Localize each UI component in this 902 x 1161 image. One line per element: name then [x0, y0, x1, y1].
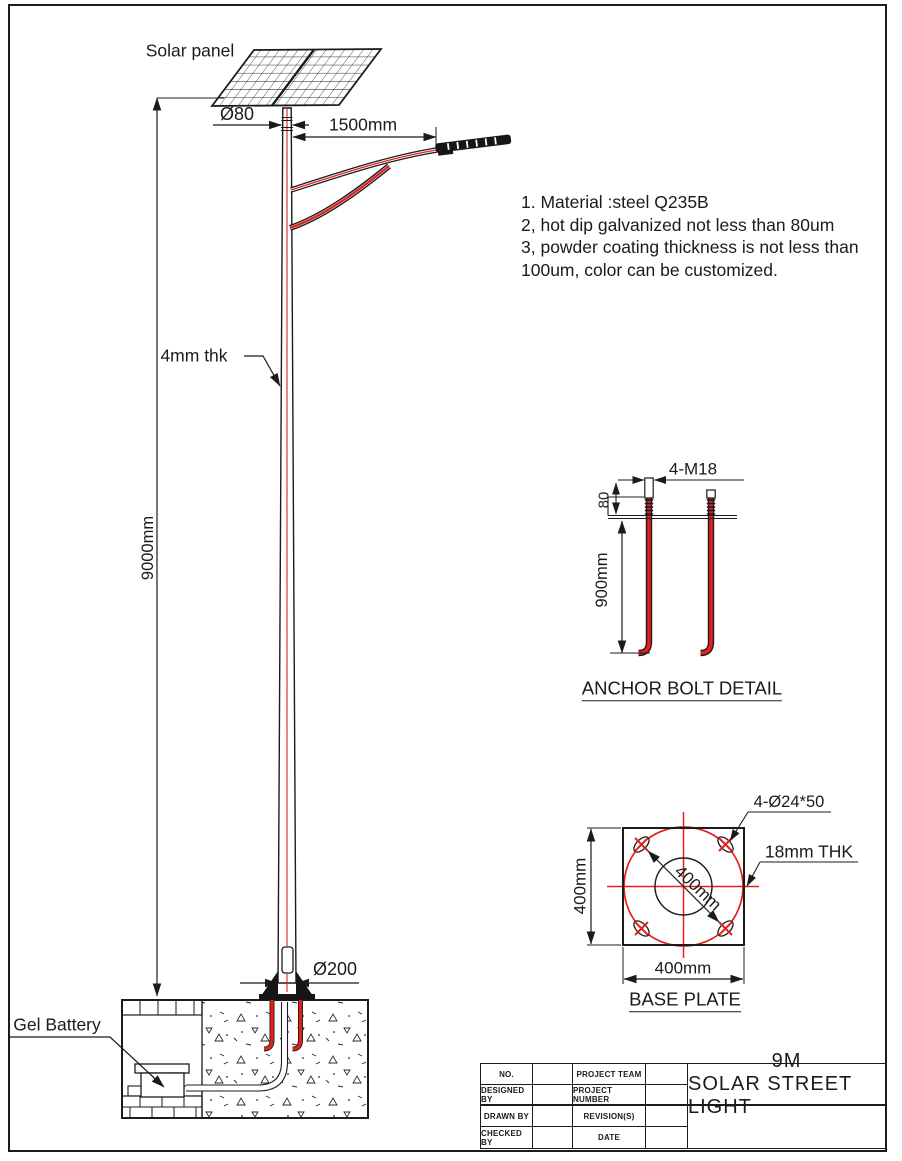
base-plate-title: BASE PLATE	[629, 990, 741, 1012]
title-block-label: DRAWN BY	[481, 1106, 533, 1127]
title-block-label: DESIGNED BY	[481, 1085, 533, 1106]
pole-wall-label: 4mm thk	[160, 345, 228, 366]
note-line: 100um, color can be customized.	[521, 259, 778, 280]
material-notes	[521, 191, 859, 281]
dimension-lines	[157, 98, 436, 996]
gel-battery-label: Gel Battery	[13, 1014, 101, 1035]
title-block-empty-area	[688, 1106, 885, 1148]
title-block-value	[646, 1085, 688, 1106]
title-block-value	[646, 1106, 688, 1127]
pole-height-label: 9000mm	[138, 515, 157, 581]
title-block-label: PROJECT NUMBER	[573, 1085, 646, 1106]
lamp-arm	[290, 147, 459, 228]
title-block-label: REVISION(S)	[573, 1106, 646, 1127]
foundation	[10, 971, 368, 1118]
note-line: 1. Material :steel Q235B	[521, 192, 709, 212]
title-block-value	[533, 1085, 573, 1106]
solar-panel	[212, 49, 381, 106]
anchor-bolt-detail-figure	[608, 478, 744, 653]
title-block-label: PROJECT TEAM	[573, 1064, 646, 1085]
title-block-label: NO.	[481, 1064, 533, 1085]
drawing-title-line2: SOLAR STREET LIGHT	[688, 1072, 852, 1118]
lamp-head	[435, 134, 512, 156]
title-block-value	[533, 1127, 573, 1148]
solar-panel-label: Solar panel	[145, 40, 235, 61]
note-line: 2, hot dip galvanized not less than 80um	[521, 214, 835, 235]
title-block-value	[646, 1127, 688, 1148]
title-block	[480, 1049, 886, 1149]
title-block-value	[646, 1064, 688, 1085]
title-block-label: CHECKED BY	[481, 1127, 533, 1148]
base-plate-height-label: 400mm	[570, 857, 590, 915]
title-block-label: DATE	[573, 1127, 646, 1148]
base-plate-width-label: 400mm	[654, 958, 712, 978]
title-block-value	[533, 1106, 573, 1127]
bottom-diameter-label: Ø200	[312, 959, 358, 979]
title-block-value	[533, 1064, 573, 1085]
base-plate-hole-spec-label: 4-Ø24*50	[753, 792, 825, 811]
bolt-circle-label: 400mm	[670, 861, 726, 915]
top-diameter-label: Ø80	[219, 104, 255, 124]
anchor-detail-title: ANCHOR BOLT DETAIL	[582, 679, 782, 701]
pole-access-door	[282, 947, 293, 973]
anchor-bolt-spec-label: 4-M18	[668, 459, 718, 479]
gel-battery-box	[135, 1064, 189, 1097]
anchor-top-offset-label: 80	[595, 491, 613, 509]
drawing-title	[688, 1049, 885, 1118]
arm-length-label: 1500mm	[328, 114, 398, 135]
anchor-embed-length-label: 900mm	[592, 552, 611, 608]
base-plate-thickness-label: 18mm THK	[764, 841, 854, 862]
drawing-title-line1: 9M	[771, 1049, 802, 1072]
note-line: 3, powder coating thickness is not less than	[521, 237, 859, 257]
pole	[278, 108, 296, 992]
